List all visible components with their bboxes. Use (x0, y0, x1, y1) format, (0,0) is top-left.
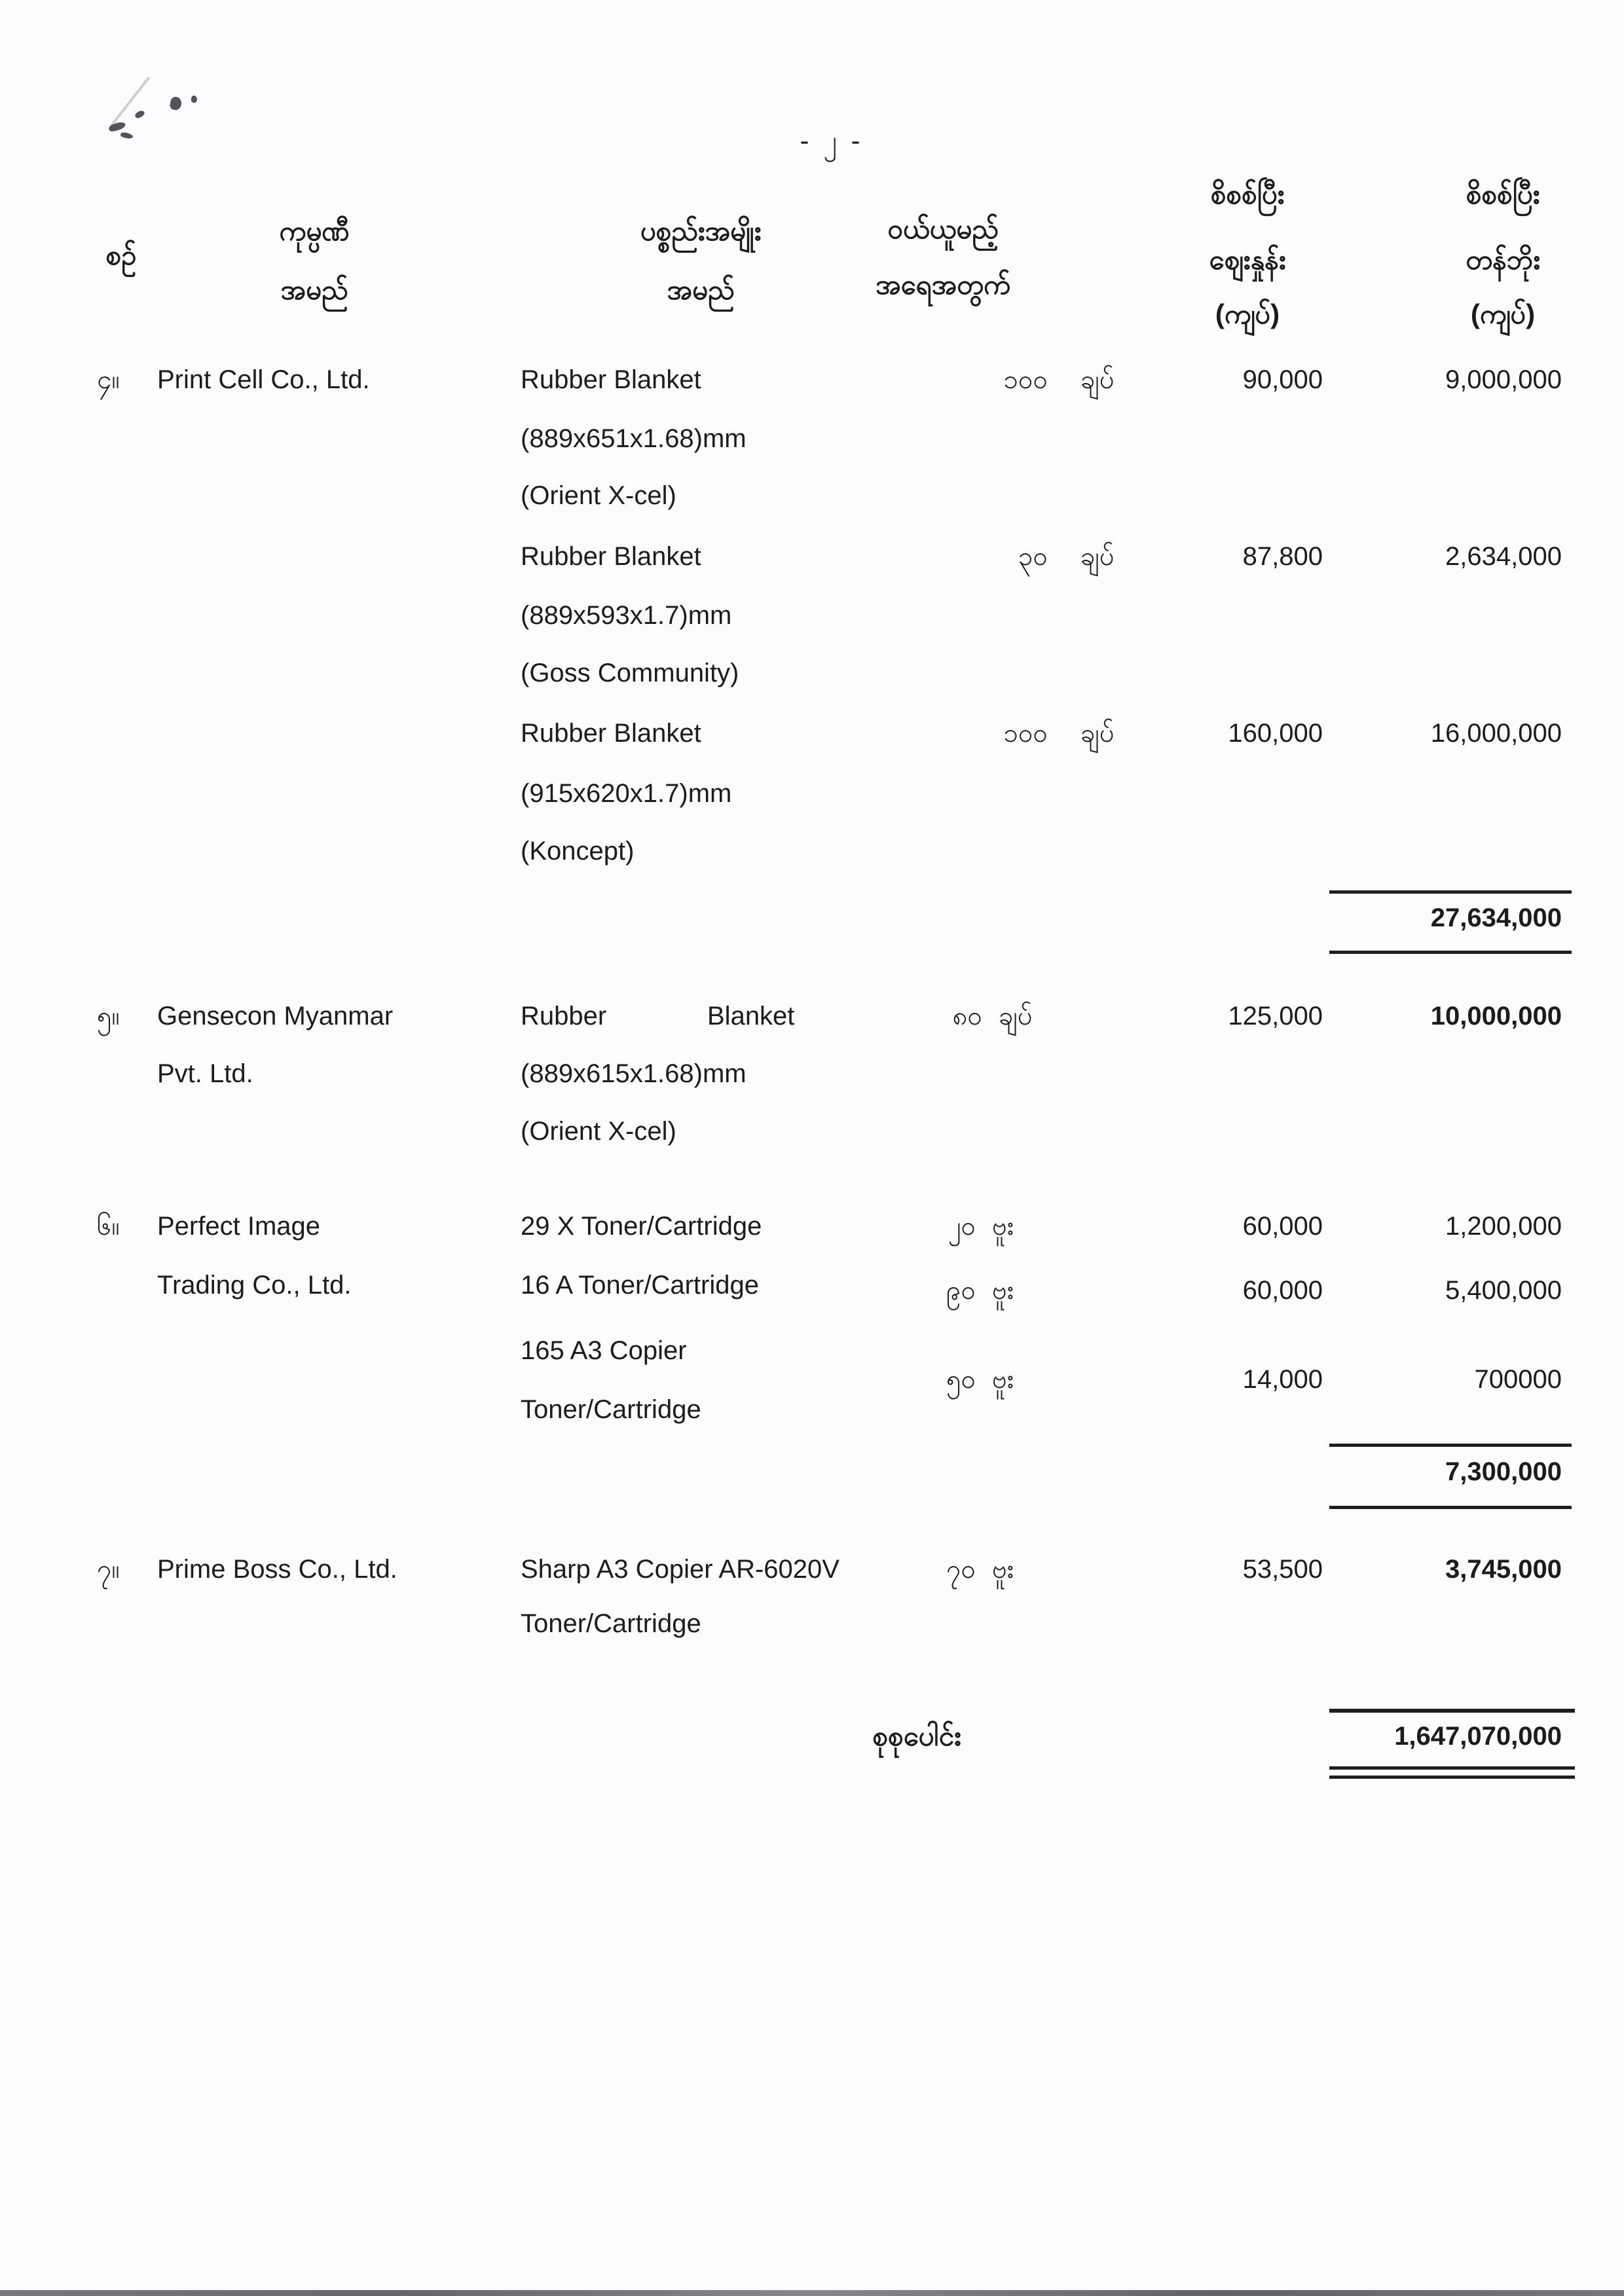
company-name: Print Cell Co., Ltd. (157, 365, 370, 394)
unit-price: 60,000 (1242, 1276, 1323, 1305)
item-name: 165 A3 Copier (521, 1336, 687, 1365)
total-value: 1,200,000 (1445, 1212, 1562, 1241)
column-header-value-line2: တန်ဘိုး (1466, 244, 1540, 275)
column-header-serial: စဉ် (105, 240, 137, 270)
scan-smudge (134, 109, 145, 119)
unit-price: 60,000 (1242, 1212, 1323, 1241)
subtotal-rule-bottom (1329, 951, 1572, 954)
column-header-quantity-line2: အရေအတွက် (875, 269, 1011, 300)
qty-value: ၂၀ (948, 1212, 976, 1241)
unit-price: 90,000 (1242, 365, 1323, 394)
column-header-value-line3: (ကျပ်) (1470, 299, 1536, 329)
qty-value: ၇၀ (946, 1555, 976, 1584)
item-name: 29 X Toner/Cartridge (521, 1212, 762, 1241)
item-size: (889x615x1.68)mm (521, 1059, 747, 1088)
unit-price: 14,000 (1242, 1365, 1323, 1394)
column-header-quantity-line1: ဝယ်ယူမည့် (887, 213, 999, 244)
scan-smudge (108, 120, 126, 132)
item-name: Rubber Blanket (521, 542, 701, 571)
grand-total-rule-double-1 (1329, 1766, 1575, 1770)
total-value: 9,000,000 (1445, 365, 1562, 394)
grand-total-label: စုစုပေါင်း (872, 1721, 961, 1751)
qty-unit: ချပ် (1080, 542, 1115, 571)
qty-value: ၈၀ (952, 1002, 982, 1030)
qty-value: ၅၀ (946, 1365, 976, 1394)
subtotal-rule-top (1329, 890, 1572, 894)
total-value: 16,000,000 (1430, 719, 1562, 748)
subtotal-rule-bottom (1329, 1506, 1572, 1509)
serial-cell: ၄။ (97, 365, 120, 394)
item-name: Sharp A3 Copier AR-6020V (521, 1555, 840, 1584)
total-value: 10,000,000 (1430, 1002, 1562, 1030)
column-header-item-line2: အမည် (667, 274, 735, 305)
qty-unit: ဗူး (992, 1365, 1014, 1394)
grand-total-value: 1,647,070,000 (1394, 1722, 1562, 1751)
unit-price: 125,000 (1228, 1002, 1323, 1030)
qty-value: ၉၀ (946, 1276, 976, 1305)
serial-cell: ၇။ (97, 1555, 120, 1584)
subtotal-rule-top (1329, 1444, 1572, 1447)
qty-value: ၁၀၀ (1003, 365, 1048, 394)
item-name: 16 A Toner/Cartridge (521, 1271, 759, 1300)
column-header-company-line1: ကုမ္ပဏီ (279, 215, 350, 246)
item-name: Toner/Cartridge (521, 1395, 701, 1424)
scan-scratch (109, 77, 150, 128)
page-number: - ၂ - (800, 125, 864, 156)
serial-cell: ၆။ (97, 1212, 120, 1241)
scan-smudge (191, 96, 197, 103)
qty-unit: ချပ် (1080, 365, 1115, 394)
company-name: Pvt. Ltd. (157, 1059, 253, 1088)
item-size: (915x620x1.7)mm (521, 779, 732, 808)
total-value: 5,400,000 (1445, 1276, 1562, 1305)
item-name: Rubber Blanket (521, 719, 701, 748)
unit-price: 53,500 (1242, 1555, 1323, 1584)
total-value: 700000 (1474, 1365, 1562, 1394)
item-name: Blanket (707, 1002, 795, 1030)
item-brand: (Koncept) (521, 837, 635, 866)
item-name: Rubber Blanket (521, 365, 701, 394)
company-name: Prime Boss Co., Ltd. (157, 1555, 397, 1584)
total-value: 3,745,000 (1445, 1555, 1562, 1584)
item-name: Rubber (521, 1002, 607, 1030)
total-value: 2,634,000 (1445, 542, 1562, 571)
company-name: Perfect Image (157, 1212, 321, 1241)
column-header-value-line1: စိစစ်ပြီး (1466, 179, 1540, 210)
scan-smudge (169, 96, 182, 111)
qty-unit: ဗူး (992, 1212, 1014, 1241)
column-header-price-line1: စိစစ်ပြီး (1210, 179, 1285, 210)
scan-smudge (120, 132, 133, 139)
grand-total-rule-top (1329, 1709, 1575, 1713)
item-size: (889x593x1.7)mm (521, 601, 732, 630)
scan-edge-strip (0, 2290, 1624, 2296)
subtotal-value: 7,300,000 (1445, 1457, 1562, 1486)
serial-cell: ၅။ (97, 1002, 120, 1030)
item-name: Toner/Cartridge (521, 1609, 701, 1638)
company-name: Trading Co., Ltd. (157, 1271, 352, 1300)
qty-unit: ဗူး (992, 1276, 1014, 1305)
unit-price: 87,800 (1242, 542, 1323, 571)
item-brand: (Goss Community) (521, 659, 739, 687)
column-header-price-line2: ဈေးနှုန်း (1209, 244, 1286, 275)
item-brand: (Orient X-cel) (521, 1117, 676, 1146)
company-name: Gensecon Myanmar (157, 1002, 394, 1030)
qty-unit: ဗူး (992, 1555, 1014, 1584)
column-header-item-line1: ပစ္စည်းအမျိုး (640, 215, 762, 246)
qty-value: ၃၀ (1018, 542, 1048, 571)
qty-unit: ချပ် (999, 1002, 1033, 1030)
unit-price: 160,000 (1228, 719, 1323, 748)
column-header-company-line2: အမည် (280, 274, 348, 305)
qty-value: ၁၀၀ (1003, 719, 1048, 748)
item-brand: (Orient X-cel) (521, 481, 676, 510)
column-header-price-line3: (ကျပ်) (1215, 299, 1280, 329)
subtotal-value: 27,634,000 (1430, 903, 1562, 932)
item-size: (889x651x1.68)mm (521, 424, 747, 453)
qty-unit: ချပ် (1080, 719, 1115, 748)
grand-total-rule-double-2 (1329, 1776, 1575, 1779)
